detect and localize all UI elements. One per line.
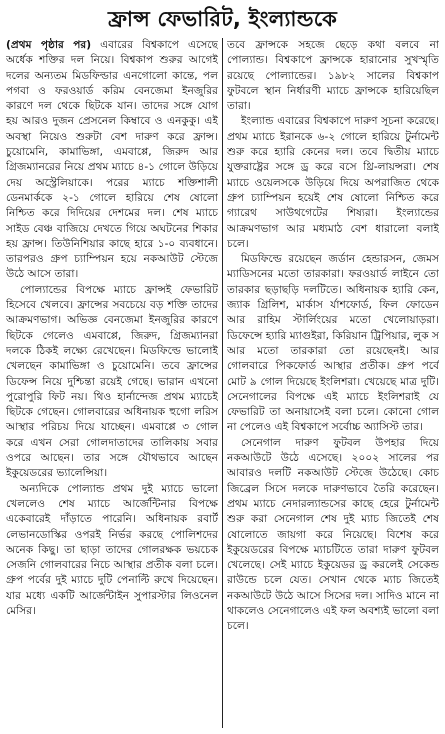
article-paragraph: পোল্যান্ডের বিপক্ষে ম্যাচে ফ্রান্সই ফেভারিট হিসেবে খেলবে। ফ্রান্সের সবচেয়ে বড় শক্তি তাদের আক্রমণভাগ। অভিজ্ঞ বেনজেমা ইনজুরির কারণে ছিটকে গেলেও এমবাপ্পে, জিরুদ, গ্রিজম্যানরা দলকে ঠিকই লক্ষ্যে রেখেছেন। মিডফিল্ডে ভালোই খেলছেন কামাভিঙ্গা ও চুয়োমেনি। তবে ফ্রান্সের ডিফেন্স নিয়ে দুশ্চিন্তা রয়েই গেছে। ভারান এখনো পুরোপুরি ফিট নয়। থিও হার্নান্দেজ প্রথম ম্যাচেই ছিটকে গেছেন। গোলবারের অধিনায়ক হুগো লরিস আস্থার পরিচয় দিয়ে যাচ্ছেন। এমবাপ্পে ৩ গোল করে এখন সেরা গোলদাতাদের তালিকায় সবার ওপরে আছেন। তার সঙ্গে যৌথভাবে আছেন ইকুয়েডরের ভ্যালেন্সিয়া। bbox=[6, 283, 218, 480]
continuation-tag: (প্রথম পৃষ্ঠার পর) bbox=[6, 39, 92, 51]
column-divider bbox=[222, 38, 223, 728]
article-paragraph: তবে ফ্রান্সকে সহজে ছেড়ে কথা বলবে না পোল্যান্ড। বিশ্বকাপে ফ্রান্সকে হারানোর সুখস্মৃতি রয়েছে পোল্যান্ডের। ১৯৮২ সালের বিশ্বকাপ ফুটবলে স্থান নির্ধারণী ম্যাচে ফ্রান্সকে হারিয়েছিল তারা। bbox=[227, 39, 439, 113]
article-paragraph: ইংল্যান্ড এবারের বিশ্বকাপে দারুণ সূচনা করেছে। প্রথম ম্যাচে ইরানকে ৬-২ গোলে হারিয়ে টুর্নামেন্ট শুরু করে হ্যারি কেনের দল। তবে দ্বিতীয় ম্যাচে যুক্তরাষ্ট্রের সঙ্গে ড্র করে বসে থ্রি-লায়ন্সরা। শেষ ম্যাচে ওয়েলসকে উড়িয়ে দিয়ে অপরাজিত থেকে গ্রুপ চ্যাম্পিয়ন হয়েই শেষ ষোলো নিশ্চিত করে গ্যারেথ সাউথগেটের শিষ্যরা। ইংল্যান্ডের আক্রমণভাগ আর মধ্যমাঠ বেশ ধারালো বলাই চলে। bbox=[227, 115, 439, 250]
article-paragraph: অন্যদিকে পোল্যান্ড প্রথম দুই ম্যাচে ভালো খেললেও শেষ ম্যাচে আর্জেন্টিনার বিপক্ষে একেবারেই দাঁড়াতে পারেনি। অধিনায়ক রবার্ট লেভানডোস্কির ওপরই নির্ভর করছে পোলিশদের অনেক কিছু। তা ছাড়া তাদের গোলরক্ষক ভয়চেক সেজনি গোলবারের নিচে আস্থার প্রতীক বলা চলে। গ্রুপ পর্বের দুই ম্যাচে দুটি পেনাল্টি রুখে দিয়েছেন। যার মধ্যে একটি আর্জেন্টাইন সুপারস্টার লিওনেল মেসির। bbox=[6, 482, 218, 617]
article-paragraph: সেনেগাল দারুণ ফুটবল উপহার দিয়ে নকআউটে উঠে এসেছে। ২০০২ সালের পর আবারও দলটি নকআউট স্টেজে উঠেছে। কোচ জিব্রেল সিসে দলকে দারুণভাবে তৈরি করেছেন। প্রথম ম্যাচে নেদারল্যান্ডসের কাছে হেরে টুর্নামেন্ট শুরু করা সেনেগাল শেষ দুই ম্যাচ জিতেই শেষ ষোলোতে জায়গা করে নিয়েছে। বিশেষ করে ইকুয়েডরের বিপক্ষে ম্যাচটিতে তারা দারুণ ফুটবল খেলেছে। সেই ম্যাচে ইকুয়েডর ড্র করলেই সেকেন্ড রাউন্ডে চলে যেত। সেখান থেকে ম্যাচ জিতেই নকআউটে উঠে আসে সিসের দল। সাদিও মানে না থাকলেও সেনেগালেও এই ফল অবশ্যই ভালো বলা চলে। bbox=[227, 436, 439, 633]
article-headline: ফ্রান্স ফেভারিট, ইংল্যান্ডকে bbox=[107, 7, 338, 31]
article-column-right bbox=[227, 38, 439, 728]
article-paragraph bbox=[6, 38, 218, 283]
article-columns bbox=[6, 38, 439, 728]
paragraph-text: এবারের বিশ্বকাপে এসেছে অর্ধেক শক্তির দল নিয়ে। বিশ্বকাপ শুরুর আগেই দলের অন্যতম মিডফিল্ডার এনগোলো কান্তে, পল পগবা ও ফরওয়ার্ড করিম বেনজেমা ইনজুরির কারণে দল থেকে ছিটকে যান। তাদের সঙ্গে যোগ হয় আরও দুজন প্রেসনেল কিম্বাবে ও এনকুকু। এই অবস্থা নিয়েও শুরুটা বেশ দারুণ করে ফ্রান্স। চুয়োমেনি, কামাভিঙ্গা, এমবাপ্পে, জিরুদ আর গ্রিজম্যানরের নিয়ে প্রথম ম্যাচে ৪-১ গোলে উড়িয়ে দেয় অস্ট্রেলিয়াকে। পরের ম্যাচে শক্তিশালী ডেনমার্ককে ২-১ গোলে হারিয়ে শেষ ষোলো নিশ্চিত করে দিদিয়ের দেশমের দল। শেষ ম্যাচে সাইড বেঞ্চ বাজিয়ে দেখতে গিয়ে অঘটনের শিকার হয় ফ্রান্স। তিউনিশিয়ার কাছে হারে ১-০ ব্যবধানে। তারপরও গ্রুপ চ্যাম্পিয়ন হয়ে নকআউট স্টেজে উঠে আসে তারা। bbox=[6, 39, 218, 281]
article-paragraph: মিডফিল্ডে রয়েছেন জর্ডান হেন্ডারসন, জেমস ম্যাডিসনের মতো তারকারা। ফরওয়ার্ড লাইনে তো তারকার ছড়াছড়ি দলটিতে। অধিনায়ক হ্যারি কেন, জ্যাক গ্রিলিশ, মার্কাস র্যাশফোর্ড, ফিল ফোডেন আর রাহিম স্টার্লিংয়ের মতো খেলোয়াড়রা। ডিফেন্সে হ্যারি ম্যাগুইরা, কিরিয়ান ট্রিপিয়ার, লুক স আর মতো তারকারা তো রয়েছেনই। আর গোলবারে পিকফোর্ড আস্থার প্রতীক। গ্রুপ পর্বে মোট ৯ গোল দিয়েছে ইংলিশরা। খেয়েছে মাত্র দুটি। সেনেগালের বিপক্ষে এই ম্যাচে ইংলিশরাই যে ফেভারিট তা অনায়াসেই বলা চলে। কোনো গোল না পেলেও এই বিশ্বকাপে সর্বোচ্চ অ্যাসিস্ট তার। bbox=[227, 253, 439, 434]
article-column-left bbox=[6, 38, 218, 728]
